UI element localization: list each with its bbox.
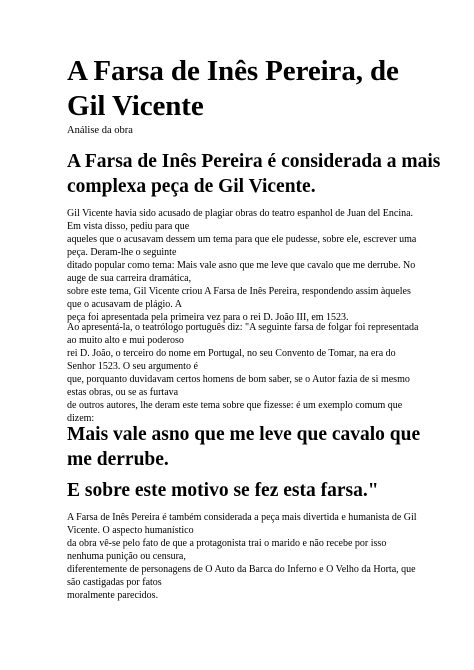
text-line: moralmente parecidos.: [67, 590, 159, 601]
text-line: são castigadas por fatos: [67, 577, 162, 588]
section-heading: A Farsa de Inês Pereira é considerada a mais complexa peça de Gil Vicente.: [67, 151, 441, 197]
document-title: A Farsa de Inês Pereira, de Gil Vicente: [67, 55, 399, 122]
text-line: estas obras, ou se as furtava: [67, 387, 179, 398]
quote-heading-closing: E sobre este motivo se fez esta farsa.": [67, 480, 379, 501]
text-line: aqueles que o acusavam dessem um tema para que ele pudesse, sobre ele, escrever uma: [67, 234, 417, 245]
text-line: Ao apresentá-la, o teatrólogo português diz: "A seguinte farsa de folgar foi representada: [67, 322, 419, 333]
text-line: diferentemente de personagens de O Auto da Barca do Inferno e O Velho da Horta, que: [67, 564, 416, 575]
text-line: de outros autores, lhe deram este tema sobre que fizesse: é um exemplo comum que: [67, 400, 403, 411]
text-line: Vicente. O aspecto humanístico: [67, 525, 194, 536]
paragraph-intro: [67, 207, 417, 324]
text-line: ao muito alto e mui poderoso: [67, 335, 184, 346]
document-subtitle: Análise da obra: [67, 125, 133, 136]
text-line: sobre este tema, Gil Vicente criou A Farsa de Inês Pereira, respondendo assim àqueles: [67, 286, 411, 297]
text-line: peça foi apresentada pela primeira vez para o rei D. João III, em 1523.: [67, 312, 349, 323]
text-line: ditado popular como tema: Mais vale asno que me leve que cavalo que me derrube. No: [67, 260, 416, 271]
text-line: Gil Vicente havia sido acusado de plagiar obras do teatro espanhol de Juan del Encina.: [67, 208, 414, 219]
paragraph-quote: [67, 321, 419, 425]
text-line: que, porquanto duvidavam certos homens de bom saber, se o Autor fazia de si mesmo: [67, 374, 410, 385]
text-line: Em vista disso, pediu para que: [67, 221, 190, 232]
text-line: peça. Deram-lhe o seguinte: [67, 247, 177, 258]
paragraph-humanism: [67, 511, 417, 602]
text-line: rei D. João, o terceiro do nome em Portugal, no seu Convento de Tomar, na era do: [67, 348, 396, 359]
text-line: nenhuma punição ou censura,: [67, 551, 186, 562]
quote-heading: Mais vale asno que me leve que cavalo que me derrube.: [67, 424, 421, 470]
text-line: A Farsa de Inês Pereira é também considerada a peça mais divertida e humanista de Gil: [67, 512, 417, 523]
text-line: dizem:: [67, 413, 95, 424]
text-line: Senhor 1523. O seu argumento é: [67, 361, 198, 372]
text-line: auge de sua carreira dramática,: [67, 273, 192, 284]
text-line: que o acusavam de plágio. A: [67, 299, 182, 310]
text-line: da obra vê-se pelo fato de que a protagonista trai o marido e não recebe por isso: [67, 538, 387, 549]
